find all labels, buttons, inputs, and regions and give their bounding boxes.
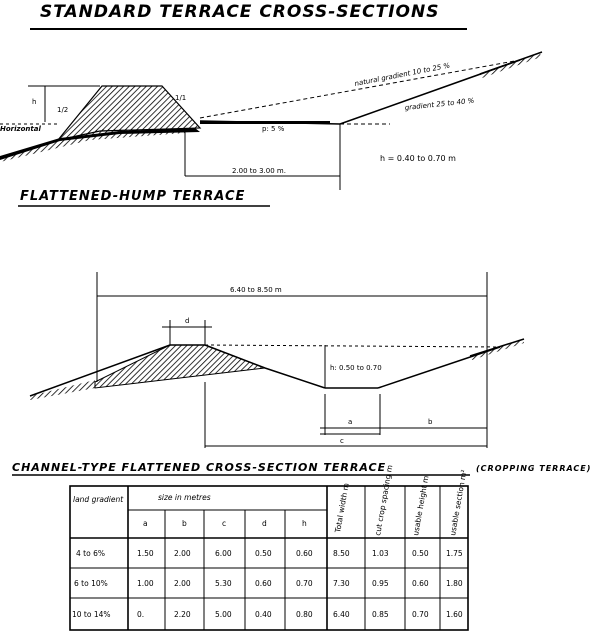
flattened-section xyxy=(30,272,524,448)
svg-text:6.00: 6.00 xyxy=(215,549,232,558)
title-channel: CHANNEL-TYPE FLATTENED CROSS-SECTION TERRACE xyxy=(12,461,387,474)
p-label: p: 5 % xyxy=(262,125,285,133)
svg-text:1.00: 1.00 xyxy=(137,579,154,588)
th-usable: usable height m xyxy=(411,475,431,537)
svg-text:0.: 0. xyxy=(137,610,145,619)
flattened-h-label: h: 0.50 to 0.70 xyxy=(330,364,382,372)
svg-text:0.60: 0.60 xyxy=(296,549,313,558)
table-row xyxy=(72,610,463,619)
svg-text:2.00: 2.00 xyxy=(174,579,191,588)
b-label: b xyxy=(428,418,433,426)
th-section: usable section m² xyxy=(448,468,469,537)
h-label: h xyxy=(32,98,37,106)
gradient-label: gradient 25 to 40 % xyxy=(404,96,475,112)
th-b: b xyxy=(182,519,187,528)
svg-text:2.20: 2.20 xyxy=(174,610,191,619)
width-label: 2.00 to 3.00 m. xyxy=(232,167,286,175)
title-flattened: FLATTENED-HUMP TERRACE xyxy=(20,189,246,204)
svg-text:6 to 10%: 6 to 10% xyxy=(74,579,108,588)
svg-text:5.00: 5.00 xyxy=(215,610,232,619)
total-label: 6.40 to 8.50 m xyxy=(230,286,282,294)
svg-text:0.70: 0.70 xyxy=(412,610,429,619)
th-h: h xyxy=(302,519,307,528)
th-a: a xyxy=(143,519,148,528)
svg-text:0.85: 0.85 xyxy=(372,610,389,619)
svg-text:0.95: 0.95 xyxy=(372,579,389,588)
flattened-ground-hatch xyxy=(30,380,95,400)
ratio-right: 1/1 xyxy=(175,94,187,102)
ground-hatch-left xyxy=(0,129,185,162)
height-label: h = 0.40 to 0.70 m xyxy=(380,154,456,163)
channel-left xyxy=(265,368,325,388)
svg-text:8.50: 8.50 xyxy=(333,549,350,558)
th-land: land gradient xyxy=(73,495,124,504)
svg-text:1.60: 1.60 xyxy=(446,610,463,619)
c-label: c xyxy=(340,437,344,445)
svg-text:0.70: 0.70 xyxy=(296,579,313,588)
right-ground-top xyxy=(470,339,524,356)
svg-text:0.60: 0.60 xyxy=(412,579,429,588)
a-label: a xyxy=(348,418,353,426)
svg-text:0.50: 0.50 xyxy=(255,549,272,558)
svg-text:1.03: 1.03 xyxy=(372,549,389,558)
th-size: size in metres xyxy=(158,493,211,502)
th-d: d xyxy=(262,519,267,528)
svg-text:0.80: 0.80 xyxy=(296,610,313,619)
d-label: d xyxy=(185,317,190,325)
svg-text:1.80: 1.80 xyxy=(446,579,463,588)
svg-text:0.50: 0.50 xyxy=(412,549,429,558)
natural-gradient-label: natural gradient 10 to 25 % xyxy=(353,61,451,88)
svg-text:0.60: 0.60 xyxy=(255,579,272,588)
title-standard: STANDARD TERRACE CROSS-SECTIONS xyxy=(40,2,440,22)
svg-text:10 to 14%: 10 to 14% xyxy=(72,610,111,619)
svg-text:7.30: 7.30 xyxy=(333,579,350,588)
th-c: c xyxy=(222,519,227,528)
ground-top-edge xyxy=(480,52,542,74)
ground-hatch-slope xyxy=(480,53,541,78)
title-channel-note: (CROPPING TERRACE) xyxy=(476,464,592,473)
svg-text:4 to 6%: 4 to 6% xyxy=(76,549,105,558)
th-cut: cut crop spacing m xyxy=(373,464,395,537)
flattened-dashed xyxy=(205,345,500,347)
svg-text:1.50: 1.50 xyxy=(137,549,154,558)
svg-text:1.75: 1.75 xyxy=(446,549,463,558)
ratio-left: 1/2 xyxy=(57,106,69,114)
svg-text:2.00: 2.00 xyxy=(174,549,191,558)
th-total: Total width m xyxy=(333,482,351,534)
svg-text:6.40: 6.40 xyxy=(333,610,350,619)
svg-text:5.30: 5.30 xyxy=(215,579,232,588)
terrace-table xyxy=(70,486,468,630)
flattened-hump-hatch xyxy=(95,345,265,388)
horizontal-label: Horizontal xyxy=(0,125,41,133)
standard-section xyxy=(0,52,542,190)
natural-gradient-dashed xyxy=(200,60,520,118)
svg-text:0.40: 0.40 xyxy=(255,610,272,619)
